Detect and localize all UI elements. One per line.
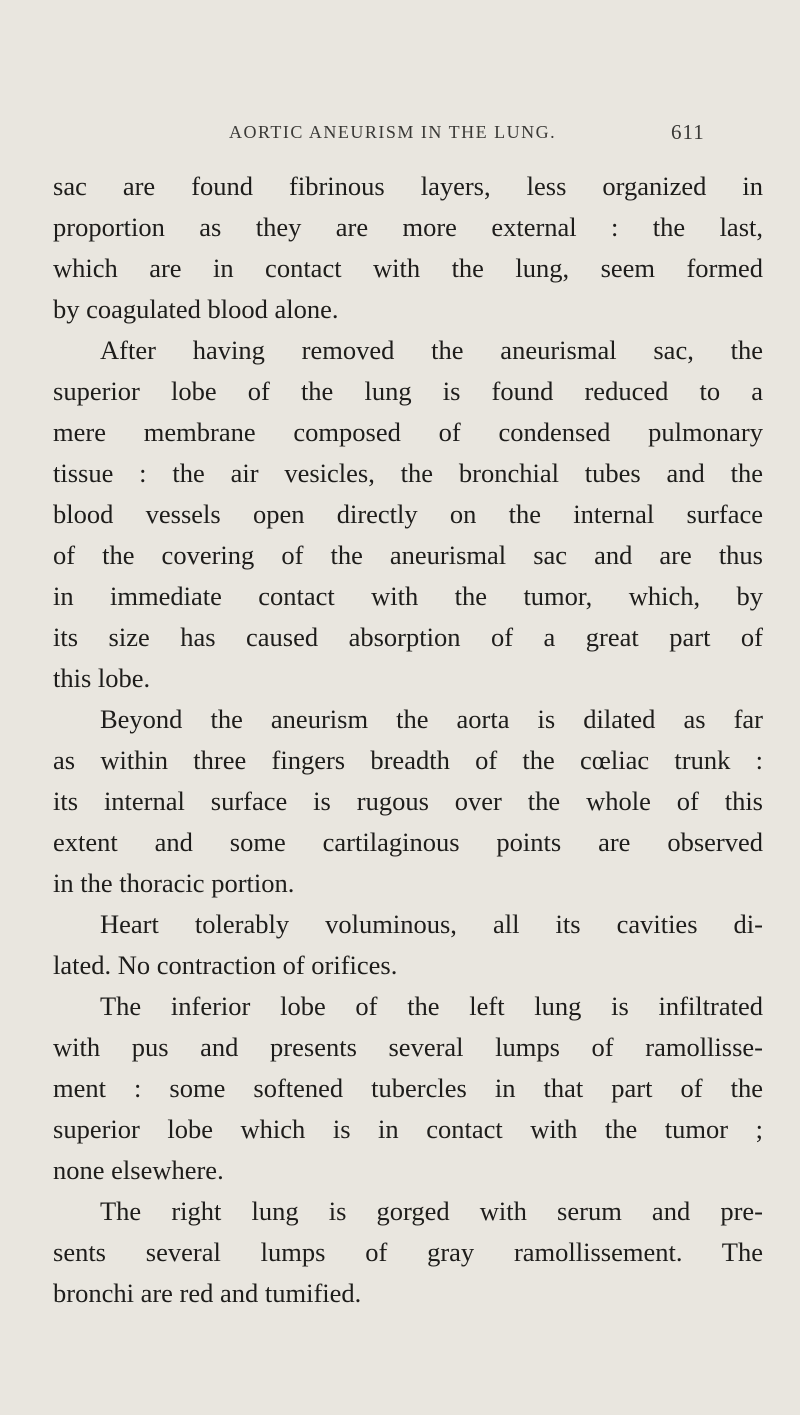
- text-line: The inferior lobe of the left lung is infiltrated: [100, 991, 763, 1021]
- text-line: in immediate contact with the tumor, which, by: [53, 581, 763, 611]
- text-line: in the thoracic portion.: [53, 868, 295, 898]
- page-number: 611: [671, 120, 705, 144]
- text-line: Beyond the aneurism the aorta is dilated as far: [100, 704, 763, 734]
- text-line: lated. No contraction of orifices.: [53, 950, 398, 980]
- text-line: as within three fingers breadth of the cœliac trunk :: [53, 745, 763, 775]
- text-line: blood vessels open directly on the internal surface: [53, 499, 763, 529]
- text-line: its size has caused absorption of a great part of: [53, 622, 763, 652]
- text-line: The right lung is gorged with serum and pre-: [100, 1196, 763, 1226]
- text-line: ment : some softened tubercles in that part of the: [53, 1073, 763, 1103]
- text-line: this lobe.: [53, 663, 151, 693]
- paragraph: [53, 330, 763, 699]
- paragraph: [53, 1191, 763, 1314]
- text-line: extent and some cartilaginous points are observed: [53, 827, 763, 857]
- text-line: superior lobe which is in contact with the tumor ;: [53, 1114, 763, 1144]
- text-line: by coagulated blood alone.: [53, 294, 339, 324]
- text-line: superior lobe of the lung is found reduced to a: [53, 376, 763, 406]
- text-line: sents several lumps of gray ramollissement. The: [53, 1237, 763, 1267]
- text-line: with pus and presents several lumps of ramollisse-: [53, 1032, 763, 1062]
- text-line: bronchi are red and tumified.: [53, 1278, 362, 1308]
- text-line: sac are found fibrinous layers, less organized in: [53, 171, 763, 201]
- text-line: tissue : the air vesicles, the bronchial tubes and the: [53, 458, 763, 488]
- paragraph: [53, 699, 763, 904]
- text-line: mere membrane composed of condensed pulmonary: [53, 417, 763, 447]
- text-line: proportion as they are more external : the last,: [53, 212, 763, 242]
- text-line: Heart tolerably voluminous, all its cavities di-: [100, 909, 763, 939]
- paragraph: [53, 166, 763, 330]
- text-line: none elsewhere.: [53, 1155, 224, 1185]
- body-text: [53, 166, 763, 1314]
- paragraph: [53, 904, 763, 986]
- running-head: [0, 120, 800, 150]
- paragraph: [53, 986, 763, 1191]
- text-line: of the covering of the aneurismal sac and are thus: [53, 540, 763, 570]
- text-line: which are in contact with the lung, seem formed: [53, 253, 763, 283]
- running-title: AORTIC ANEURISM IN THE LUNG.: [229, 122, 557, 142]
- text-line: After having removed the aneurismal sac, the: [100, 335, 763, 365]
- text-line: its internal surface is rugous over the whole of this: [53, 786, 763, 816]
